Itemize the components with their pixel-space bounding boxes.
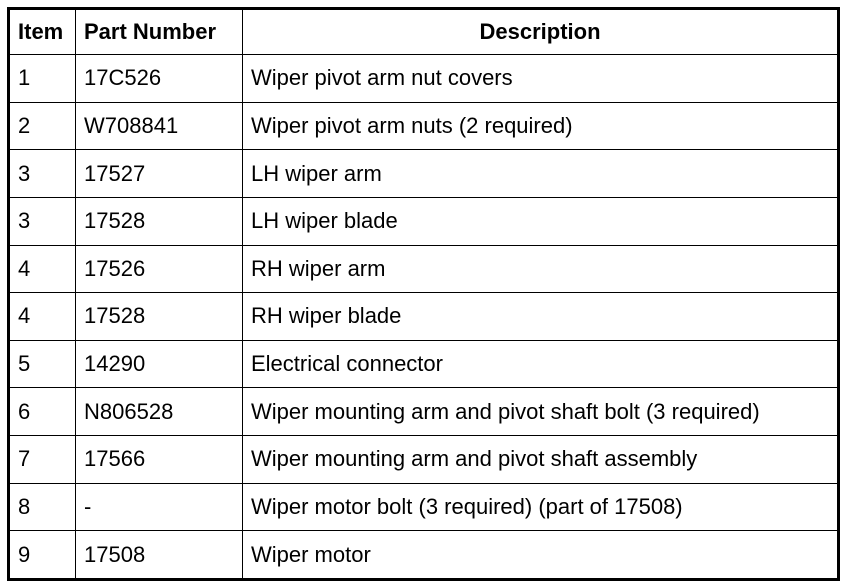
cell-part-number: W708841 [76,102,243,150]
cell-item: 2 [9,102,76,150]
table-row [9,340,839,388]
header-description: Description [243,9,839,55]
cell-description: Wiper motor [243,531,839,580]
cell-description: Wiper pivot arm nuts (2 required) [243,102,839,150]
cell-description: LH wiper blade [243,197,839,245]
cell-part-number: 17528 [76,197,243,245]
cell-item: 4 [9,293,76,341]
table-header [9,9,839,55]
table-row [9,531,839,580]
table-row [9,388,839,436]
cell-part-number: 17526 [76,245,243,293]
cell-part-number: 17566 [76,436,243,484]
cell-item: 4 [9,245,76,293]
cell-part-number: 17527 [76,150,243,198]
table-row [9,293,839,341]
header-item: Item [9,9,76,55]
cell-description: Wiper motor bolt (3 required) (part of 17508) [243,483,839,531]
cell-item: 3 [9,150,76,198]
cell-item: 6 [9,388,76,436]
cell-part-number: 17C526 [76,55,243,103]
cell-part-number: N806528 [76,388,243,436]
cell-item: 7 [9,436,76,484]
header-row [9,9,839,55]
cell-part-number: 17528 [76,293,243,341]
cell-description: Electrical connector [243,340,839,388]
parts-table [7,7,840,581]
header-part-number: Part Number [76,9,243,55]
cell-part-number: 14290 [76,340,243,388]
cell-item: 8 [9,483,76,531]
cell-description: RH wiper arm [243,245,839,293]
cell-description: RH wiper blade [243,293,839,341]
cell-item: 9 [9,531,76,580]
cell-item: 5 [9,340,76,388]
cell-item: 3 [9,197,76,245]
table-row [9,436,839,484]
cell-description: LH wiper arm [243,150,839,198]
table-row [9,197,839,245]
cell-description: Wiper mounting arm and pivot shaft assembly [243,436,839,484]
cell-part-number: - [76,483,243,531]
table-row [9,55,839,103]
cell-part-number: 17508 [76,531,243,580]
cell-description: Wiper mounting arm and pivot shaft bolt (3 required) [243,388,839,436]
table-row [9,102,839,150]
cell-item: 1 [9,55,76,103]
table-body [9,55,839,580]
table-row [9,483,839,531]
cell-description: Wiper pivot arm nut covers [243,55,839,103]
table-row [9,245,839,293]
table-row [9,150,839,198]
